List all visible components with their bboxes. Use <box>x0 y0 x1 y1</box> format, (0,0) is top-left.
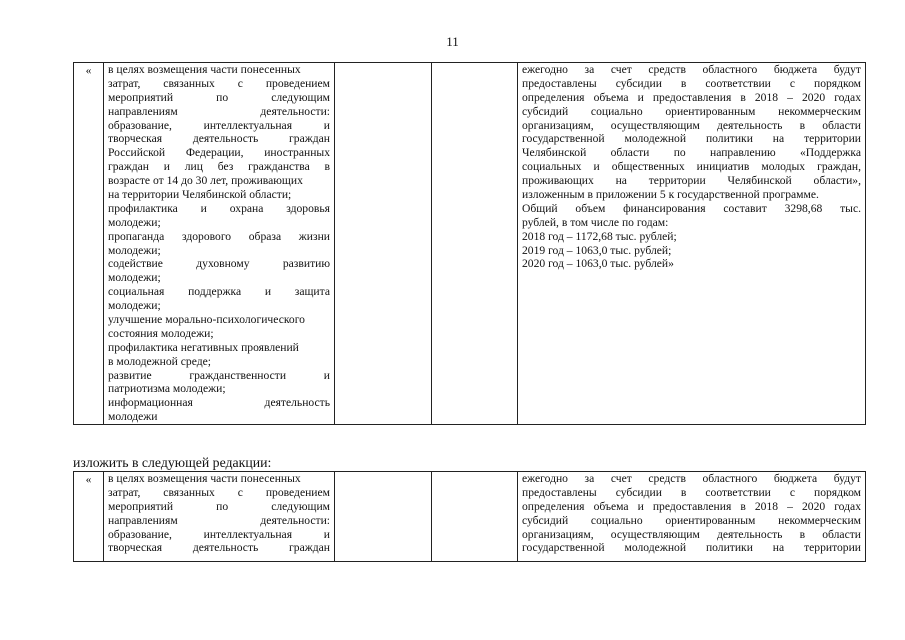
purpose-cell <box>104 63 335 425</box>
empty-cell <box>335 472 432 562</box>
text-line: 2019 год – 1063,0 тыс. рублей; <box>522 243 672 257</box>
table-row <box>74 63 866 425</box>
text-line: в молодежной среде; <box>108 354 211 368</box>
text-line: направлениям деятельности: <box>108 104 330 118</box>
empty-cell <box>335 63 432 425</box>
text-line: патриотизма молодежи; <box>108 382 226 396</box>
funding-text <box>522 63 861 271</box>
text-line: социальная поддержка и защита <box>108 285 330 299</box>
empty-cell <box>432 63 518 425</box>
text-line: информационная деятельность <box>108 396 330 410</box>
text-line: предоставлены субсидии в соответствии с порядком <box>522 76 861 90</box>
purpose-text <box>108 472 330 561</box>
funding-text <box>522 472 861 561</box>
text-line: Российской Федерации, иностранных <box>108 146 330 160</box>
amendment-table-new <box>73 471 866 562</box>
text-line: профилактика негативных проявлений <box>108 340 299 354</box>
text-line: образование, интеллектуальная и <box>108 527 330 541</box>
text-line: 2020 год – 1063,0 тыс. рублей» <box>522 257 674 271</box>
text-line: молодежи; <box>108 271 161 285</box>
opening-quote: « <box>74 472 104 562</box>
text-line: ежегодно за счет средств областного бюджета будут <box>522 472 861 485</box>
text-line: молодежи; <box>108 299 161 313</box>
text-line: предоставлены субсидии в соответствии с порядком <box>522 485 861 499</box>
text-line: ежегодно за счет средств областного бюджета будут <box>522 63 861 76</box>
text-line: граждан и лиц без гражданства в <box>108 160 330 174</box>
text-line: изложенным в приложении 5 к государственной программе. <box>522 188 819 202</box>
table-row <box>74 472 866 562</box>
text-line: организациям, осуществляющим деятельность в области <box>522 527 861 541</box>
text-line: пропаганда здорового образа жизни <box>108 229 330 243</box>
text-line: Общий объем финансирования составит 3298,68 тыс. <box>522 201 861 215</box>
text-line: организациям, осуществляющим деятельность в области <box>522 118 861 132</box>
text-line: рублей, в том числе по годам: <box>522 215 669 229</box>
text-line: на территории Челябинской области; <box>108 188 292 202</box>
text-line: в целях возмещения части понесенных <box>108 472 301 485</box>
text-line: социальных и общественных инициатив молодых граждан, <box>522 160 861 174</box>
text-line: возрасте от 14 до 30 лет, проживающих <box>108 174 303 188</box>
text-line: мероприятий по следующим <box>108 499 330 513</box>
amendment-table-original <box>73 62 866 425</box>
page-number: 11 <box>446 34 459 49</box>
text-line: мероприятий по следующим <box>108 90 330 104</box>
text-line: профилактика и охрана здоровья <box>108 201 330 215</box>
empty-cell <box>432 472 518 562</box>
text-line: молодежи <box>108 410 158 424</box>
text-line: Челябинской области по направлению «Поддержка <box>522 146 861 160</box>
text-line: содействие духовному развитию <box>108 257 330 271</box>
funding-cell <box>518 472 866 562</box>
text-line: государственной молодежной политики на территории <box>522 132 861 146</box>
text-line: молодежи; <box>108 243 161 257</box>
text-line: состояния молодежи; <box>108 326 214 340</box>
text-line: субсидий социально ориентированным некоммерческим <box>522 104 861 118</box>
text-line: государственной молодежной политики на территории <box>522 541 861 555</box>
text-line: улучшение морально-психологического <box>108 313 305 327</box>
text-line: затрат, связанных с проведением <box>108 485 330 499</box>
text-line: развитие гражданственности и <box>108 368 330 382</box>
text-line: творческая деятельность граждан <box>108 132 330 146</box>
funding-cell <box>518 63 866 425</box>
text-line: творческая деятельность граждан <box>108 541 330 555</box>
text-line: 2018 год – 1172,68 тыс. рублей; <box>522 229 677 243</box>
text-line: направлениям деятельности: <box>108 513 330 527</box>
text-line: молодежи; <box>108 215 161 229</box>
text-line: в целях возмещения части понесенных <box>108 63 301 76</box>
text-line: субсидий социально ориентированным некоммерческим <box>522 513 861 527</box>
text-line: затрат, связанных с проведением <box>108 76 330 90</box>
purpose-text <box>108 63 330 424</box>
opening-quote: « <box>74 63 104 425</box>
editorial-instruction: изложить в следующей редакции: <box>73 455 272 470</box>
text-line: определения объема и предоставления в 2018 – 2020 годах <box>522 499 861 513</box>
text-line: проживающих на территории Челябинской области», <box>522 174 861 188</box>
text-line: образование, интеллектуальная и <box>108 118 330 132</box>
text-line: определения объема и предоставления в 2018 – 2020 годах <box>522 90 861 104</box>
purpose-cell <box>104 472 335 562</box>
